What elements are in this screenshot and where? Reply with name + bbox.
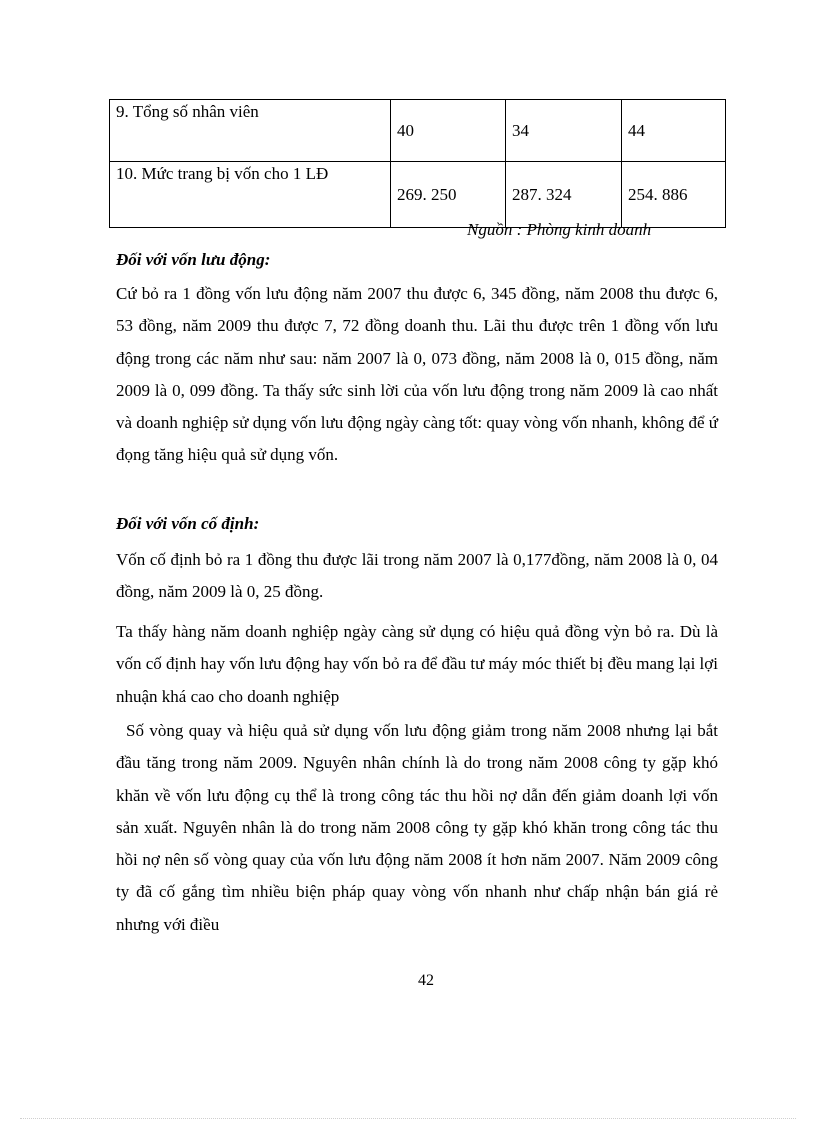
table-source: Nguồn : Phòng kinh doanh (467, 220, 652, 239)
paragraph-turnover: Số vòng quay và hiệu quả sử dụng vốn lưu động giảm trong năm 2008 nhưng lại bắt đầu tăng trong năm 2009. Nguyên nhân chính là do trong năm 2008 công ty gặp khó khăn về vốn lưu động cụ thể là trong công tác thu hồi nợ dẫn đến giảm doanh lợi vốn sản xuất. Nguyên nhân là do trong năm 2008 công ty gặp khó khăn trong công tác thu hồi nợ nên số vòng quay của vốn lưu động năm 2008 ít hơn năm 2007. Năm 2009 công ty đã cố gắng tìm nhiều biện pháp quay vòng vốn nhanh như chấp nhận bán giá rẻ nhưng với điều (116, 721, 718, 934)
row-label: 9. Tổng số nhân viên (110, 100, 391, 162)
table-row (110, 100, 726, 162)
paragraph-efficiency: Ta thấy hàng năm doanh nghiệp ngày càng sử dụng có hiệu quả đồng vỳn bỏ ra. Dù là vốn cố định hay vốn lưu động hay vốn bỏ ra để đầu tư máy móc thiết bị đều mang lại lợi nhuận khá cao cho doanh nghiệp (116, 622, 718, 706)
page-border (20, 1118, 796, 1119)
row-label: 10. Mức trang bị vốn cho 1 LĐ (110, 162, 391, 228)
page-number: 42 (418, 972, 434, 989)
table-cell: 40 (391, 100, 506, 162)
section-heading-fixed-capital: Đối với vốn cố định: (116, 514, 260, 533)
table-cell: 269. 250 (391, 162, 506, 228)
paragraph-working-capital: Cứ bỏ ra 1 đồng vốn lưu động năm 2007 thu được 6, 345 đồng, năm 2008 thu được 6, 53 đồng, năm 2009 thu được 7, 72 đồng doanh thu. Lãi thu được trên 1 đồng vốn lưu động trong các năm như sau: năm 2007 là 0, 073 đồng, năm 2008 là 0, 015 đồng, năm 2009 là 0, 099 đồng. Ta thấy sức sinh lời của vốn lưu động trong năm 2009 là cao nhất và doanh nghiệp sử dụng vốn lưu động ngày càng tốt: quay vòng vốn nhanh, không để ứ đọng tăng hiệu quả sử dụng vốn. (116, 284, 718, 465)
table-cell: 287. 324 (506, 162, 622, 228)
table-cell: 34 (506, 100, 622, 162)
table-cell: 44 (622, 100, 726, 162)
table-cell: 254. 886 (622, 162, 726, 228)
section-heading-working-capital: Đối với vốn lưu động: (116, 250, 271, 269)
table-row (110, 162, 726, 228)
paragraph-fixed-capital: Vốn cố định bỏ ra 1 đồng thu được lãi trong năm 2007 là 0,177đồng, năm 2008 là 0, 04 đồng, năm 2009 là 0, 25 đồng. (116, 550, 718, 602)
data-table (109, 99, 726, 228)
